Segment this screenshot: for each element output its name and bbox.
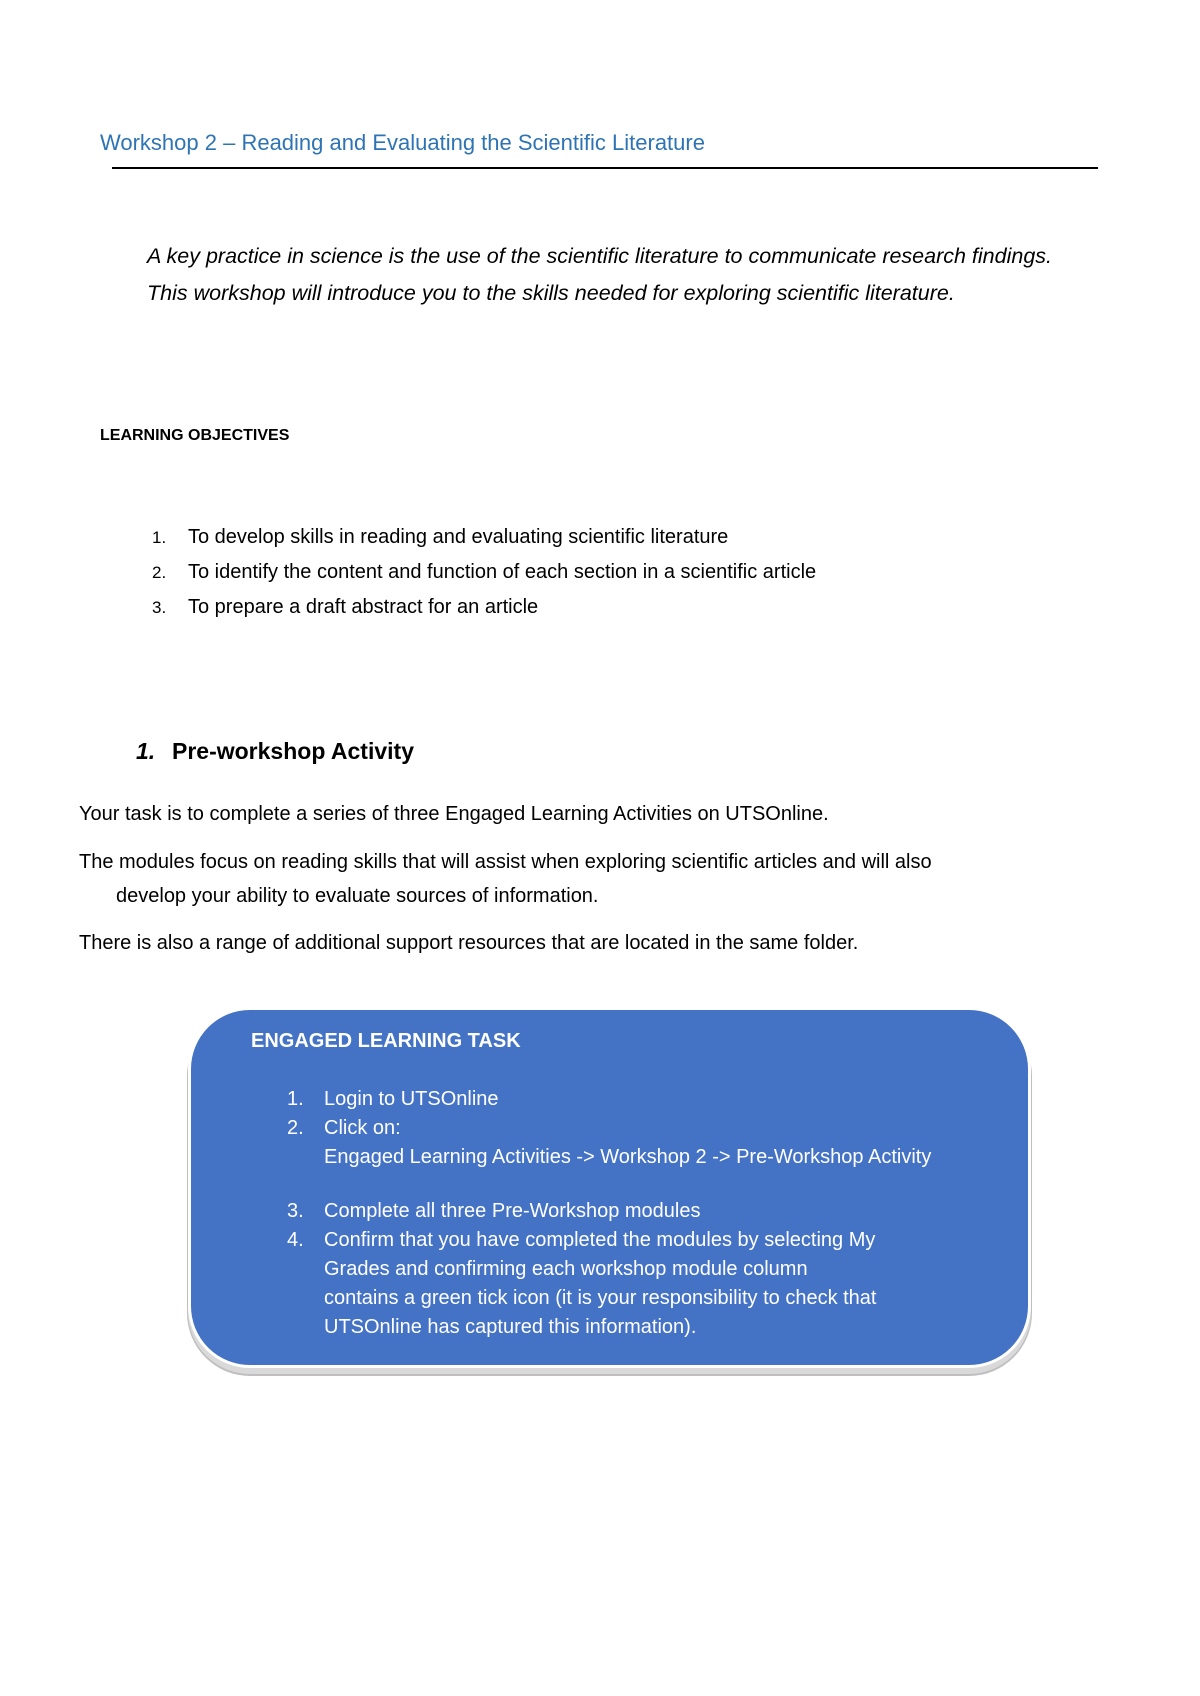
section-title: Pre-workshop Activity xyxy=(172,738,414,764)
task-text: Engaged Learning Activities -> Workshop 2 -> Pre-Workshop Activity xyxy=(324,1146,932,1168)
task-number: 4. xyxy=(287,1229,304,1251)
objective-text: To develop skills in reading and evaluating scientific literature xyxy=(188,526,729,548)
task-item xyxy=(287,1197,931,1226)
section-number: 1. xyxy=(136,738,156,764)
objective-text: To prepare a draft abstract for an article xyxy=(188,596,539,618)
objective-item xyxy=(152,590,816,625)
objective-number: 2. xyxy=(152,563,167,582)
task-text: Confirm that you have completed the modules by selecting My xyxy=(324,1229,876,1251)
task-text: Grades and confirming each workshop module column xyxy=(324,1258,808,1280)
objective-item xyxy=(152,555,816,590)
objectives-list xyxy=(152,520,816,625)
objectives-heading: LEARNING OBJECTIVES xyxy=(100,427,290,444)
page-title: Workshop 2 – Reading and Evaluating the Scientific Literature xyxy=(100,130,705,155)
task-text: UTSOnline has captured this information). xyxy=(324,1316,697,1338)
task-number: 3. xyxy=(287,1200,304,1222)
body-paragraph: There is also a range of additional support resources that are located in the same folder. xyxy=(79,932,859,954)
section-heading xyxy=(136,738,414,765)
objective-text: To identify the content and function of each section in a scientific article xyxy=(188,561,817,583)
body-paragraph: Your task is to complete a series of three Engaged Learning Activities on UTSOnline. xyxy=(79,803,829,825)
title-divider xyxy=(112,167,1098,169)
task-text: Click on: xyxy=(324,1117,401,1139)
task-spacer xyxy=(287,1172,931,1197)
intro-paragraph: A key practice in science is the use of the scientific literature to communicate research findings. This workshop will introduce you to the skills needed for exploring scientific literature. xyxy=(147,244,1053,305)
task-item xyxy=(287,1085,931,1114)
task-text: Complete all three Pre-Workshop modules xyxy=(324,1200,701,1222)
task-number: 1. xyxy=(287,1088,304,1110)
task-text: contains a green tick icon (it is your responsibility to check that xyxy=(324,1287,877,1309)
engaged-learning-task-box xyxy=(188,1007,1031,1368)
task-text: Login to UTSOnline xyxy=(324,1088,499,1110)
objective-item xyxy=(152,520,816,555)
task-box-title: ENGAGED LEARNING TASK xyxy=(251,1030,521,1052)
task-number: 2. xyxy=(287,1117,304,1139)
body-paragraph-continuation: develop your ability to evaluate sources of information. xyxy=(116,885,599,907)
objective-number: 1. xyxy=(152,528,167,547)
body-paragraph: The modules focus on reading skills that will assist when exploring scientific articles and will also xyxy=(79,851,932,873)
task-list xyxy=(287,1085,931,1342)
task-item xyxy=(287,1114,931,1172)
task-item xyxy=(287,1226,931,1342)
objective-number: 3. xyxy=(152,598,167,617)
